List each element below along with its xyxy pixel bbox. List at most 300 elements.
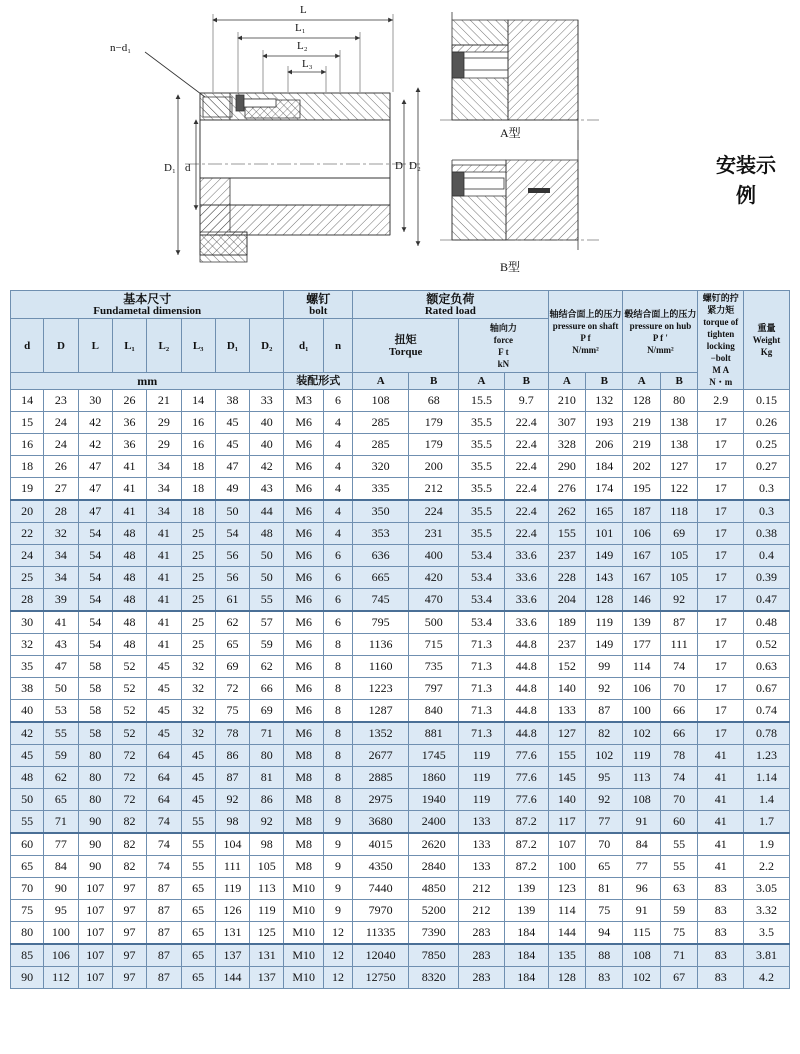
table-cell: 52	[112, 656, 146, 678]
table-cell: 149	[586, 545, 623, 567]
table-row	[11, 390, 790, 412]
table-cell: 55	[660, 833, 697, 856]
table-cell: 0.38	[744, 523, 790, 545]
table-cell: 102	[623, 967, 660, 989]
table-cell: 33.6	[504, 611, 548, 634]
table-cell: 22.4	[504, 478, 548, 501]
table-cell: 111	[660, 634, 697, 656]
table-cell: 7850	[409, 944, 459, 967]
table-cell: 105	[660, 567, 697, 589]
col-d1: d₁	[284, 319, 324, 373]
table-cell: 81	[586, 878, 623, 900]
table-cell: 52	[112, 722, 146, 745]
table-cell: 87.2	[504, 833, 548, 856]
table-cell: 66	[250, 678, 284, 700]
table-cell: M6	[284, 611, 324, 634]
table-cell: 7390	[409, 922, 459, 945]
table-cell: 53	[44, 700, 78, 723]
table-cell: 2.9	[698, 390, 744, 412]
table-cell: 54	[215, 523, 249, 545]
table-cell: 12040	[353, 944, 409, 967]
table-cell: 9	[323, 856, 352, 878]
table-row	[11, 789, 790, 811]
table-cell: 140	[548, 789, 585, 811]
table-cell: 11335	[353, 922, 409, 945]
table-cell: 123	[548, 878, 585, 900]
table-row	[11, 434, 790, 456]
table-cell: 237	[548, 545, 585, 567]
table-cell: 49	[215, 478, 249, 501]
table-cell: 4850	[409, 878, 459, 900]
table-cell: 138	[660, 434, 697, 456]
header-group-pressure-hub: 毂结合面上的压力 pressure on hub P f ' N/mm²	[623, 291, 698, 373]
table-row	[11, 722, 790, 745]
table-cell: 400	[409, 545, 459, 567]
table-cell: 8	[323, 789, 352, 811]
table-cell: 14	[181, 390, 215, 412]
table-cell: 64	[147, 767, 181, 789]
table-cell: 95	[586, 767, 623, 789]
table-cell: 48	[112, 634, 146, 656]
table-cell: 52	[112, 700, 146, 723]
table-cell: 84	[44, 856, 78, 878]
table-row	[11, 523, 790, 545]
dim-label-L3: L₃	[302, 58, 313, 70]
table-cell: 18	[11, 456, 44, 478]
table-cell: 111	[215, 856, 249, 878]
table-cell: M8	[284, 745, 324, 767]
table-cell: 65	[44, 789, 78, 811]
table-cell: 41	[112, 500, 146, 523]
table-cell: 60	[660, 811, 697, 834]
header-group-locking-torque: 螺钉的拧紧力矩 torque of tighten locking −bolt M A N・m	[698, 291, 744, 390]
table-cell: 44.8	[504, 678, 548, 700]
table-cell: 0.4	[744, 545, 790, 567]
table-cell: 98	[215, 811, 249, 834]
table-cell: 106	[623, 678, 660, 700]
table-cell: 83	[698, 922, 744, 945]
table-cell: 12	[323, 922, 352, 945]
table-cell: 70	[660, 678, 697, 700]
table-cell: 12	[323, 944, 352, 967]
table-cell: 55	[660, 856, 697, 878]
table-cell: 131	[215, 922, 249, 945]
col-torque-b: B	[409, 373, 459, 390]
dim-label-d: d	[185, 162, 191, 174]
table-cell: 204	[548, 589, 585, 612]
table-cell: 42	[78, 412, 112, 434]
table-cell: 86	[215, 745, 249, 767]
table-cell: M6	[284, 567, 324, 589]
table-cell: 70	[660, 789, 697, 811]
table-cell: 54	[78, 545, 112, 567]
table-cell: 27	[44, 478, 78, 501]
table-cell: 0.39	[744, 567, 790, 589]
table-cell: 420	[409, 567, 459, 589]
table-cell: 87	[147, 878, 181, 900]
table-cell: 82	[112, 811, 146, 834]
header-group-bolt: 螺钉 bolt	[284, 291, 353, 319]
table-cell: 4.2	[744, 967, 790, 989]
table-cell: 237	[548, 634, 585, 656]
table-cell: 35.5	[459, 434, 505, 456]
table-cell: 128	[548, 967, 585, 989]
table-cell: 9	[323, 878, 352, 900]
table-cell: 105	[250, 856, 284, 878]
table-cell: 58	[78, 700, 112, 723]
table-cell: 48	[250, 523, 284, 545]
table-cell: 1287	[353, 700, 409, 723]
table-row	[11, 922, 790, 945]
table-cell: 1160	[353, 656, 409, 678]
table-cell: 48	[112, 589, 146, 612]
table-cell: 58	[78, 678, 112, 700]
table-cell: 3.5	[744, 922, 790, 945]
table-cell: 87.2	[504, 811, 548, 834]
table-cell: 113	[250, 878, 284, 900]
table-cell: 133	[459, 833, 505, 856]
table-cell: 119	[250, 900, 284, 922]
table-cell: 107	[548, 833, 585, 856]
table-cell: 45	[181, 767, 215, 789]
table-cell: 74	[660, 656, 697, 678]
table-cell: 54	[78, 523, 112, 545]
table-cell: 40	[250, 434, 284, 456]
table-cell: 97	[112, 878, 146, 900]
table-row	[11, 700, 790, 723]
table-cell: 44.8	[504, 700, 548, 723]
table-cell: 45	[181, 745, 215, 767]
table-cell: 41	[147, 634, 181, 656]
table-cell: 47	[78, 478, 112, 501]
table-cell: 41	[147, 545, 181, 567]
table-cell: 1136	[353, 634, 409, 656]
table-cell: 276	[548, 478, 585, 501]
table-cell: 92	[586, 678, 623, 700]
table-row	[11, 478, 790, 501]
table-cell: 83	[698, 900, 744, 922]
table-cell: 112	[44, 967, 78, 989]
col-axial-force: 轴向力 force F t kN	[459, 319, 548, 373]
table-cell: 55	[250, 589, 284, 612]
table-cell: 115	[623, 922, 660, 945]
table-cell: 65	[181, 967, 215, 989]
table-cell: 165	[586, 500, 623, 523]
table-cell: 86	[250, 789, 284, 811]
table-cell: 3680	[353, 811, 409, 834]
table-cell: 119	[623, 745, 660, 767]
table-cell: 4350	[353, 856, 409, 878]
table-cell: 1745	[409, 745, 459, 767]
table-cell: 33.6	[504, 567, 548, 589]
table-cell: 108	[353, 390, 409, 412]
table-cell: 64	[147, 789, 181, 811]
table-cell: M6	[284, 545, 324, 567]
table-cell: 715	[409, 634, 459, 656]
table-cell: M6	[284, 500, 324, 523]
table-cell: M6	[284, 456, 324, 478]
table-row	[11, 856, 790, 878]
table-cell: 43	[250, 478, 284, 501]
table-cell: 69	[660, 523, 697, 545]
table-cell: 1940	[409, 789, 459, 811]
table-cell: M8	[284, 833, 324, 856]
table-cell: 38	[215, 390, 249, 412]
table-cell: 2840	[409, 856, 459, 878]
table-cell: 0.78	[744, 722, 790, 745]
table-cell: 143	[586, 567, 623, 589]
table-cell: 17	[698, 722, 744, 745]
table-cell: 195	[623, 478, 660, 501]
table-row	[11, 634, 790, 656]
col-pfh-a: A	[623, 373, 660, 390]
table-cell: 9	[323, 900, 352, 922]
table-cell: 36	[112, 434, 146, 456]
table-cell: 25	[181, 634, 215, 656]
table-cell: 3.81	[744, 944, 790, 967]
table-cell: 144	[548, 922, 585, 945]
table-cell: 8	[323, 745, 352, 767]
table-cell: 70	[11, 878, 44, 900]
table-cell: 128	[586, 589, 623, 612]
table-cell: 17	[698, 523, 744, 545]
table-cell: 83	[586, 967, 623, 989]
table-cell: 40	[11, 700, 44, 723]
table-cell: 65	[181, 944, 215, 967]
table-cell: 155	[548, 523, 585, 545]
table-cell: 59	[250, 634, 284, 656]
table-cell: 26	[44, 456, 78, 478]
table-cell: 0.47	[744, 589, 790, 612]
table-cell: 90	[78, 811, 112, 834]
table-cell: 7440	[353, 878, 409, 900]
table-cell: 55	[181, 833, 215, 856]
table-cell: 98	[250, 833, 284, 856]
table-cell: 107	[78, 944, 112, 967]
table-cell: 24	[44, 434, 78, 456]
table-cell: 1.4	[744, 789, 790, 811]
table-row	[11, 656, 790, 678]
table-row	[11, 878, 790, 900]
table-cell: 92	[250, 811, 284, 834]
table-cell: 137	[250, 967, 284, 989]
table-cell: 17	[698, 478, 744, 501]
table-cell: 1.14	[744, 767, 790, 789]
table-cell: 75	[11, 900, 44, 922]
table-cell: 47	[44, 656, 78, 678]
table-cell: M10	[284, 967, 324, 989]
table-cell: 44.8	[504, 722, 548, 745]
table-cell: 140	[548, 678, 585, 700]
table-cell: 71.3	[459, 678, 505, 700]
table-cell: 22	[11, 523, 44, 545]
table-cell: M6	[284, 700, 324, 723]
table-cell: 82	[112, 833, 146, 856]
table-cell: 75	[215, 700, 249, 723]
table-cell: 2400	[409, 811, 459, 834]
table-cell: 24	[44, 412, 78, 434]
table-cell: 335	[353, 478, 409, 501]
table-cell: 45	[147, 678, 181, 700]
table-row	[11, 611, 790, 634]
col-unit-mm: mm	[11, 373, 284, 390]
table-cell: 41	[147, 567, 181, 589]
table-cell: M6	[284, 434, 324, 456]
col-L: L	[78, 319, 112, 373]
table-cell: 48	[112, 523, 146, 545]
col-torque-a: A	[353, 373, 409, 390]
table-cell: 3.32	[744, 900, 790, 922]
col-L2: L₂	[147, 319, 181, 373]
table-cell: 90	[44, 878, 78, 900]
table-cell: 34	[147, 500, 181, 523]
table-cell: 84	[623, 833, 660, 856]
table-cell: 41	[147, 611, 181, 634]
table-cell: 17	[698, 567, 744, 589]
table-cell: 500	[409, 611, 459, 634]
col-pf-a: A	[548, 373, 585, 390]
table-row	[11, 545, 790, 567]
table-cell: 74	[660, 767, 697, 789]
table-cell: 80	[660, 390, 697, 412]
table-cell: 122	[660, 478, 697, 501]
table-cell: 45	[147, 722, 181, 745]
table-cell: 179	[409, 434, 459, 456]
table-cell: 8	[323, 722, 352, 745]
table-cell: 74	[147, 856, 181, 878]
table-cell: 133	[459, 856, 505, 878]
table-cell: 167	[623, 545, 660, 567]
table-cell: 307	[548, 412, 585, 434]
table-cell: 139	[504, 878, 548, 900]
table-cell: 797	[409, 678, 459, 700]
table-cell: 53.4	[459, 611, 505, 634]
table-cell: 65	[181, 922, 215, 945]
table-cell: 8	[323, 767, 352, 789]
table-row	[11, 967, 790, 989]
table-cell: 283	[459, 944, 505, 967]
col-L3: L₃	[181, 319, 215, 373]
table-cell: 155	[548, 745, 585, 767]
table-cell: 80	[250, 745, 284, 767]
table-cell: 139	[623, 611, 660, 634]
table-cell: 12	[323, 967, 352, 989]
table-cell: 6	[323, 567, 352, 589]
dim-label-D2: D₂	[409, 160, 421, 172]
col-D1: D₁	[215, 319, 249, 373]
table-cell: 17	[698, 611, 744, 634]
table-cell: M8	[284, 811, 324, 834]
table-cell: 470	[409, 589, 459, 612]
table-cell: 144	[215, 967, 249, 989]
table-cell: 228	[548, 567, 585, 589]
table-cell: 87	[147, 922, 181, 945]
table-cell: 82	[112, 856, 146, 878]
table-cell: 35.5	[459, 478, 505, 501]
table-cell: 58	[78, 656, 112, 678]
table-cell: 350	[353, 500, 409, 523]
table-cell: 22.4	[504, 412, 548, 434]
table-cell: 64	[147, 745, 181, 767]
table-header	[11, 291, 790, 390]
table-cell: 54	[78, 567, 112, 589]
table-cell: 4	[323, 500, 352, 523]
table-cell: 71	[660, 944, 697, 967]
table-row	[11, 456, 790, 478]
table-cell: 78	[660, 745, 697, 767]
table-cell: 41	[698, 767, 744, 789]
table-cell: 41	[698, 745, 744, 767]
table-cell: 25	[181, 545, 215, 567]
table-cell: 74	[147, 833, 181, 856]
table-cell: 6	[323, 611, 352, 634]
table-cell: 184	[504, 922, 548, 945]
table-cell: 8	[323, 678, 352, 700]
table-cell: 45	[215, 434, 249, 456]
table-row	[11, 767, 790, 789]
table-cell: 83	[698, 878, 744, 900]
table-cell: 15	[11, 412, 44, 434]
table-cell: 0.15	[744, 390, 790, 412]
table-cell: 189	[548, 611, 585, 634]
table-cell: 70	[586, 833, 623, 856]
table-cell: M6	[284, 478, 324, 501]
table-cell: 71.3	[459, 700, 505, 723]
table-cell: 80	[78, 745, 112, 767]
table-cell: 210	[548, 390, 585, 412]
table-cell: 795	[353, 611, 409, 634]
table-row	[11, 589, 790, 612]
table-cell: 328	[548, 434, 585, 456]
table-cell: 20	[11, 500, 44, 523]
table-cell: 32	[181, 722, 215, 745]
table-cell: 56	[215, 567, 249, 589]
header-group-rated-load: 额定负荷 Rated load	[353, 291, 549, 319]
col-n: n	[323, 319, 352, 373]
table-cell: M6	[284, 589, 324, 612]
table-cell: 0.63	[744, 656, 790, 678]
table-cell: 4	[323, 523, 352, 545]
table-cell: 54	[78, 634, 112, 656]
table-cell: 146	[623, 589, 660, 612]
table-cell: 66	[660, 722, 697, 745]
table-cell: 17	[698, 500, 744, 523]
table-cell: 59	[660, 900, 697, 922]
table-cell: 119	[459, 789, 505, 811]
table-cell: 83	[698, 967, 744, 989]
table-cell: 81	[250, 767, 284, 789]
table-cell: 219	[623, 412, 660, 434]
table-cell: 69	[250, 700, 284, 723]
table-cell: M8	[284, 767, 324, 789]
table-cell: 58	[78, 722, 112, 745]
installation-example-title: 安装示例	[716, 153, 776, 207]
table-cell: 16	[181, 434, 215, 456]
table-cell: 83	[698, 944, 744, 967]
table-cell: 19	[11, 478, 44, 501]
table-cell: 145	[548, 767, 585, 789]
table-cell: 139	[504, 900, 548, 922]
table-cell: 41	[698, 856, 744, 878]
table-cell: 34	[147, 478, 181, 501]
table-cell: M6	[284, 634, 324, 656]
table-cell: 50	[215, 500, 249, 523]
table-cell: 94	[586, 922, 623, 945]
table-cell: 102	[586, 745, 623, 767]
table-cell: 77.6	[504, 767, 548, 789]
view-label-type-b: B型	[500, 260, 521, 274]
table-cell: 85	[11, 944, 44, 967]
